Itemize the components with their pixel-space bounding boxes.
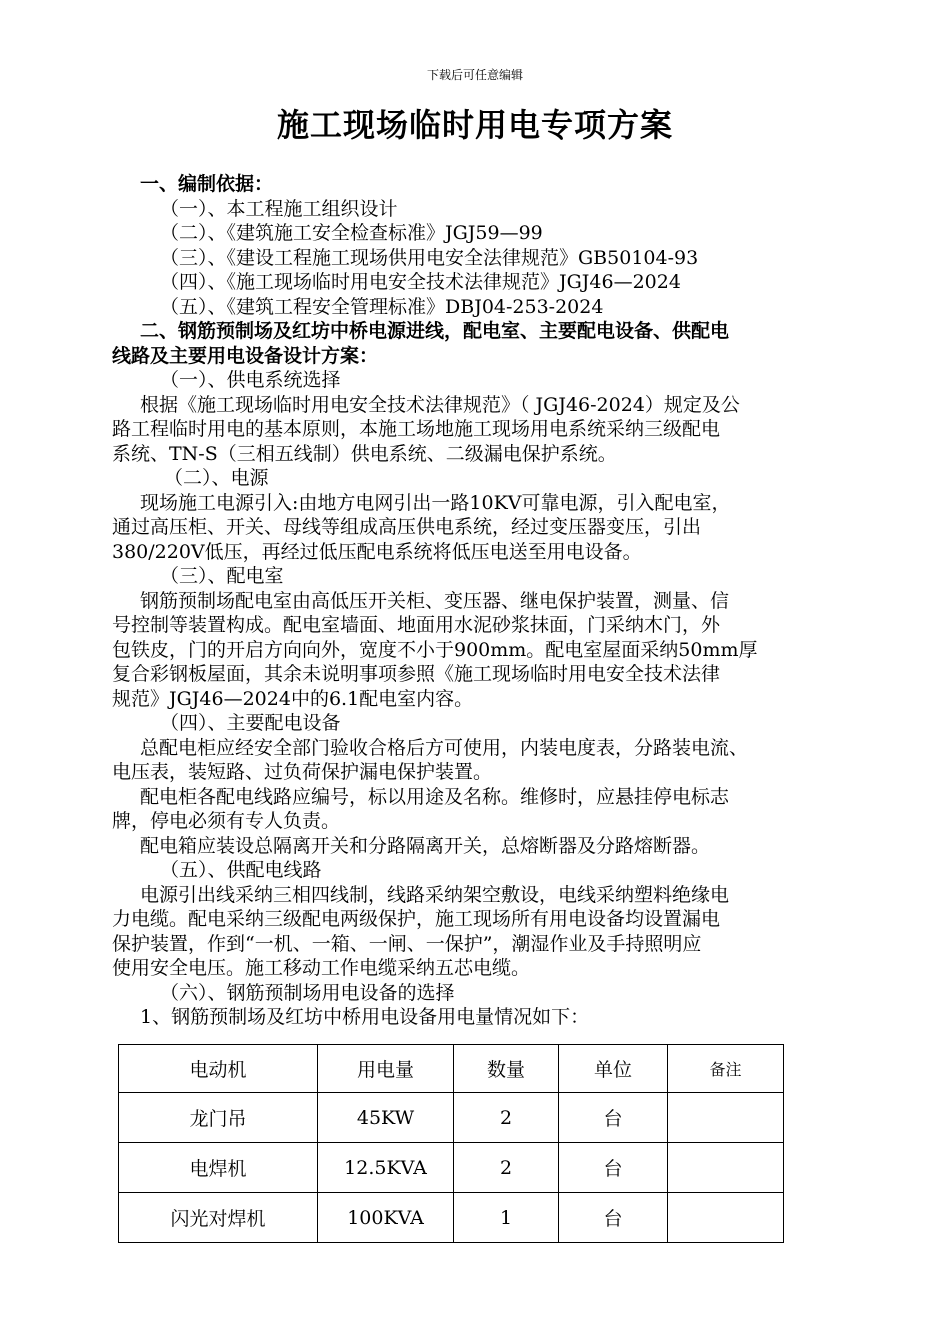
- paragraph-line: 根据《施工现场临时用电安全技术法律规范》（ JGJ46-2024）规定及公: [140, 393, 740, 416]
- table-cell: 2: [454, 1093, 559, 1143]
- document-body: [112, 172, 842, 1030]
- document-title: 施工现场临时用电专项方案: [276, 106, 673, 144]
- table-header-cell: 数量: [454, 1045, 559, 1093]
- subsection-heading: （五）、供配电线路: [160, 859, 322, 881]
- reference-item: （二）、《建筑施工安全检查标准》JGJ59—99: [160, 222, 543, 244]
- table-header-cell: 电动机: [119, 1045, 318, 1093]
- table-header-cell: 单位: [559, 1045, 668, 1093]
- paragraph-line: 现场施工电源引入:由地方电网引出一路10KV可靠电源，引入配电室，: [140, 491, 731, 514]
- paragraph-line: 电压表，装短路、过负荷保护漏电保护装置。: [112, 761, 493, 783]
- paragraph-line: 规范》JGJ46—2024中的6.1配电室内容。: [112, 687, 474, 710]
- table-cell: 12.5KVA: [318, 1143, 454, 1193]
- paragraph-line: 总配电柜应经安全部门验收合格后方可使用，内装电度表，分路装电流、: [140, 736, 749, 759]
- paragraph-line: 牌，停电必须有专人负责。: [112, 810, 341, 832]
- section-1-heading: 一、编制依据：: [140, 173, 274, 195]
- paragraph-line: 1、钢筋预制场及红坊中桥用电设备用电量情况如下：: [140, 1006, 590, 1028]
- table-cell: 台: [559, 1143, 668, 1193]
- table-cell: 台: [559, 1093, 668, 1143]
- equipment-table: [118, 1044, 784, 1243]
- reference-item: （一）、本工程施工组织设计: [160, 197, 398, 220]
- subsection-heading: （六）、钢筋预制场用电设备的选择: [160, 981, 455, 1004]
- reference-item: （四）、《施工现场临时用电安全技术法律规范》JGJ46—2024: [160, 271, 681, 293]
- table-row: [119, 1193, 784, 1243]
- table-cell: 电焊机: [119, 1143, 318, 1193]
- paragraph-line: 380/220V低压，再经过低压配电系统将低压电送至用电设备。: [112, 540, 642, 563]
- table-cell: 台: [559, 1193, 668, 1243]
- table-cell: 闪光对焊机: [119, 1193, 318, 1243]
- reference-item: （三）、《建设工程施工现场供用电安全法律规范》GB50104-93: [160, 246, 699, 269]
- page-header-note: 下载后可任意编辑: [426, 68, 523, 82]
- table-cell: [668, 1193, 784, 1243]
- reference-item: （五）、《建筑工程安全管理标准》DBJ04-253-2024: [160, 295, 604, 318]
- subsection-heading: （二）、电源: [164, 467, 269, 489]
- section-2-heading-cont: 线路及主要用电设备设计方案：: [112, 344, 379, 367]
- table-cell: 45KW: [318, 1093, 454, 1143]
- paragraph-line: 路工程临时用电的基本原则，本施工场地施工现场用电系统采纳三级配电: [112, 418, 721, 440]
- paragraph-line: 号控制等装置构成。配电室墙面、地面用水泥砂浆抹面，门采纳木门，外: [112, 614, 721, 636]
- paragraph-line: 复合彩钢板屋面，其余未说明事项参照《施工现场临时用电安全技术法律: [112, 663, 721, 685]
- section-2-heading: 二、钢筋预制场及红坊中桥电源进线，配电室、主要配电设备、供配电: [140, 320, 730, 342]
- table-cell: 1: [454, 1193, 559, 1243]
- table-row: [119, 1143, 784, 1193]
- table-row: [119, 1093, 784, 1143]
- table-cell: 龙门吊: [119, 1093, 318, 1143]
- subsection-heading: （四）、主要配电设备: [160, 712, 341, 734]
- table-header-cell: 用电量: [318, 1045, 454, 1093]
- paragraph-line: 保护装置，作到“一机、一箱、一闸、一保护”，潮湿作业及手持照明应: [112, 932, 702, 955]
- paragraph-line: 使用安全电压。施工移动工作电缆采纳五芯电缆。: [112, 957, 531, 979]
- subsection-heading: （三）、配电室: [160, 565, 284, 587]
- table-header-row: [119, 1045, 784, 1093]
- subsection-heading: （一）、供电系统选择: [160, 369, 341, 391]
- table-cell: [668, 1143, 784, 1193]
- paragraph-line: 系统、TN-S（三相五线制）供电系统、二级漏电保护系统。: [112, 442, 617, 465]
- paragraph-line: 钢筋预制场配电室由高低压开关柜、变压器、继电保护装置，测量、信: [140, 589, 730, 612]
- table-cell: 100KVA: [318, 1193, 454, 1243]
- paragraph-line: 力电缆。配电采纳三级配电两级保护，施工现场所有用电设备均设置漏电: [112, 908, 721, 930]
- paragraph-line: 通过高压柜、开关、母线等组成高压供电系统，经过变压器变压，引出: [112, 516, 702, 538]
- paragraph-line: 包铁皮，门的开启方向向外，宽度不小于900mm。配电室屋面采纳50mm厚: [112, 638, 758, 661]
- table-cell: 2: [454, 1143, 559, 1193]
- paragraph-line: 配电柜各配电线路应编号，标以用途及名称。维修时，应悬挂停电标志: [140, 785, 730, 808]
- table-header-cell: 备注: [668, 1045, 784, 1093]
- paragraph-line: 配电箱应装设总隔离开关和分路隔离开关，总熔断器及分路熔断器。: [140, 834, 711, 857]
- paragraph-line: 电源引出线采纳三相四线制，线路采纳架空敷设，电线采纳塑料绝缘电: [140, 883, 730, 906]
- table-cell: [668, 1093, 784, 1143]
